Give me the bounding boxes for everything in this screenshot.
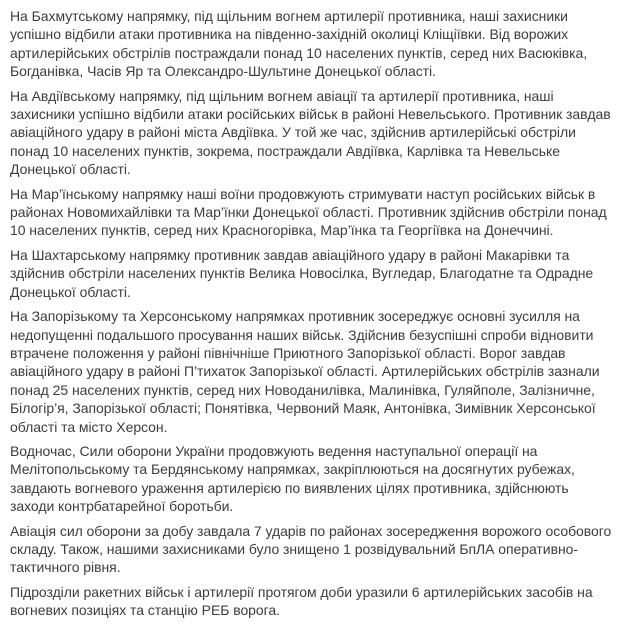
paragraph-avdiivka-direction: На Авдіївському напрямку, під щільним вогнем авіації та артилерії противника, наші захисники успішно відбили атаки російських військ в районі Невельського. Противник завдав авіаційного удару в районі міста Авдіївка. У той же час, здійснив артилерійські обстріли понад 10 населених пунктів, зокрема, постраждали Авдіївка, Карлівка та Невельське Донецької області. (10, 87, 611, 178)
paragraph-missile-artillery-units: Підрозділи ракетних військ і артилерії протягом доби уразили 6 артилерійських засобів на вогневих позиціях та станцію РЕБ ворога. (10, 583, 593, 619)
paragraph-shakhtarsk-direction: На Шахтарському напрямку противник завдав авіаційного удару в районі Макарівки та здійснив обстріли населених пунктів Велика Новосілка, Вугледар, Благодатне та Одрадне Донецької області. (10, 246, 594, 300)
paragraph-zaporizhzhia-kherson-direction: На Запорізькому та Херсонському напрямках противник зосереджує основні зусилля на недопущенні подальшого просування наших військ. Здійснив безуспішні спроби відновити втрачене положення у районі північніше Приютного Запорізької області. Ворог завдав авіаційного удару в районі П’тихаток Запорізької області. Артилерійських обстрілів зазнали понад 25 населених пунктів, серед них Новоданилівка, Малинівка, Гуляйполе, Залізничне, Білогір’я, Запорізької області; Понятівка, Червоний Маяк, Антонівка, Зимівник Херсонської області та місто Херсон. (10, 308, 600, 435)
paragraph-bakhmut-direction: На Бахмутському напрямку, під щільним вогнем артилерії противника, наші захисники успішно відбили атаки противника на південно-західній околиці Кліщіївки. Від ворожих артилерійських обстрілів постраждали понад 10 населених пунктів, серед них Васюківка, Богданівка, Часів Яр та Олександро-Шультине Донецької області. (10, 8, 588, 80)
paragraph-marinka-direction: На Мар’їнському напрямку наші воїни продовжують стримувати наступ російських військ в районах Новомихайлівки та Мар’їнки Донецької області. Противник здійснив обстріли понад 10 населених пунктів, серед них Красногорівка, Мар’їнка та Георгіївка на Донеччині. (10, 185, 607, 239)
paragraph-defense-aviation: Авіація сил оборони за добу завдала 7 ударів по районах зосередження ворожого особового складу. Також, нашими захисниками було знищено 1 розвідувальний БпЛА оперативно-тактичного рівня. (10, 522, 612, 576)
paragraph-offensive-operation: Водночас, Сили оборони України продовжують ведення наступальної операції на Мелітопольському та Бердянському напрямках, закріплюються на досягнутих рубежах, завдають вогневого ураження артилерією по виявлених цілях противника, здійснюють заходи контрбатарейної боротьби. (10, 442, 575, 515)
